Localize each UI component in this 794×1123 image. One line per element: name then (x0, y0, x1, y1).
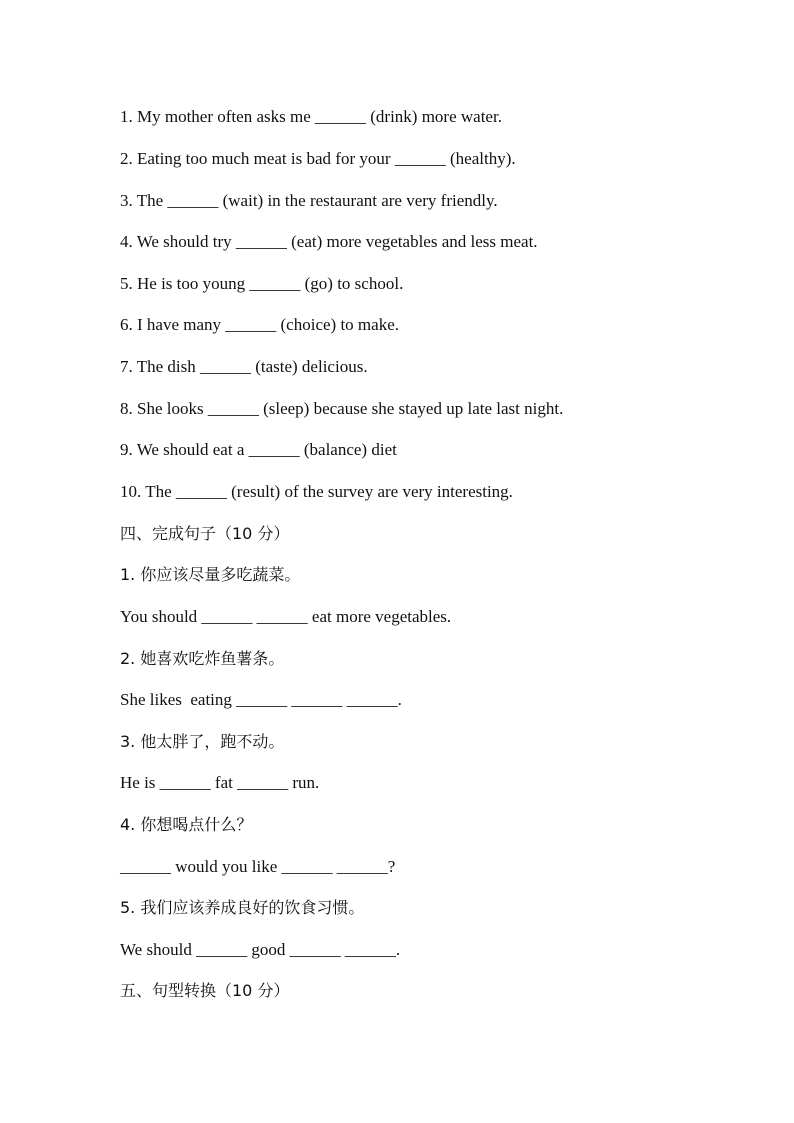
english-sentence: He is ______ fat ______ run. (120, 773, 320, 792)
chinese-sentence: 3. 他太胖了，跑不动。 (120, 732, 285, 751)
exercise-item-2: 2. Eating too much meat is bad for your ______ (healthy). (120, 149, 516, 168)
exercise-item-3: 3. The ______ (wait) in the restaurant are very friendly. (120, 191, 498, 210)
exercise-item-5: 5. He is too young ______ (go) to school. (120, 274, 404, 293)
chinese-sentence: 1. 你应该尽量多吃蔬菜。 (120, 565, 301, 584)
exercise-item-10: 10. The ______ (result) of the survey are very interesting. (120, 482, 513, 501)
exercise-item-6: 6. I have many ______ (choice) to make. (120, 315, 399, 334)
exercise-item-9: 9. We should eat a ______ (balance) diet (120, 440, 397, 459)
english-sentence: You should ______ ______ eat more vegetables. (120, 607, 452, 626)
chinese-sentence: 2. 她喜欢吃炸鱼薯条。 (120, 649, 285, 668)
english-sentence: She likes eating ______ ______ ______. (120, 690, 402, 709)
english-sentence: ______ would you like ______ ______? (120, 857, 396, 876)
chinese-sentence: 5. 我们应该养成良好的饮食习惯。 (120, 898, 365, 917)
exercise-item-4: 4. We should try ______ (eat) more vegetables and less meat. (120, 232, 538, 251)
exercise-item-7: 7. The dish ______ (taste) delicious. (120, 357, 368, 376)
chinese-sentence: 4. 你想喝点什么？ (120, 815, 253, 834)
section-heading: 四、完成句子（10 分） (120, 524, 290, 543)
exercise-item-8: 8. She looks ______ (sleep) because she stayed up late last night. (120, 399, 564, 418)
english-sentence: We should ______ good ______ ______. (120, 940, 401, 959)
section-heading: 五、句型转换（10 分） (120, 981, 290, 1000)
exercise-item-1: 1. My mother often asks me ______ (drink) more water. (120, 107, 502, 126)
